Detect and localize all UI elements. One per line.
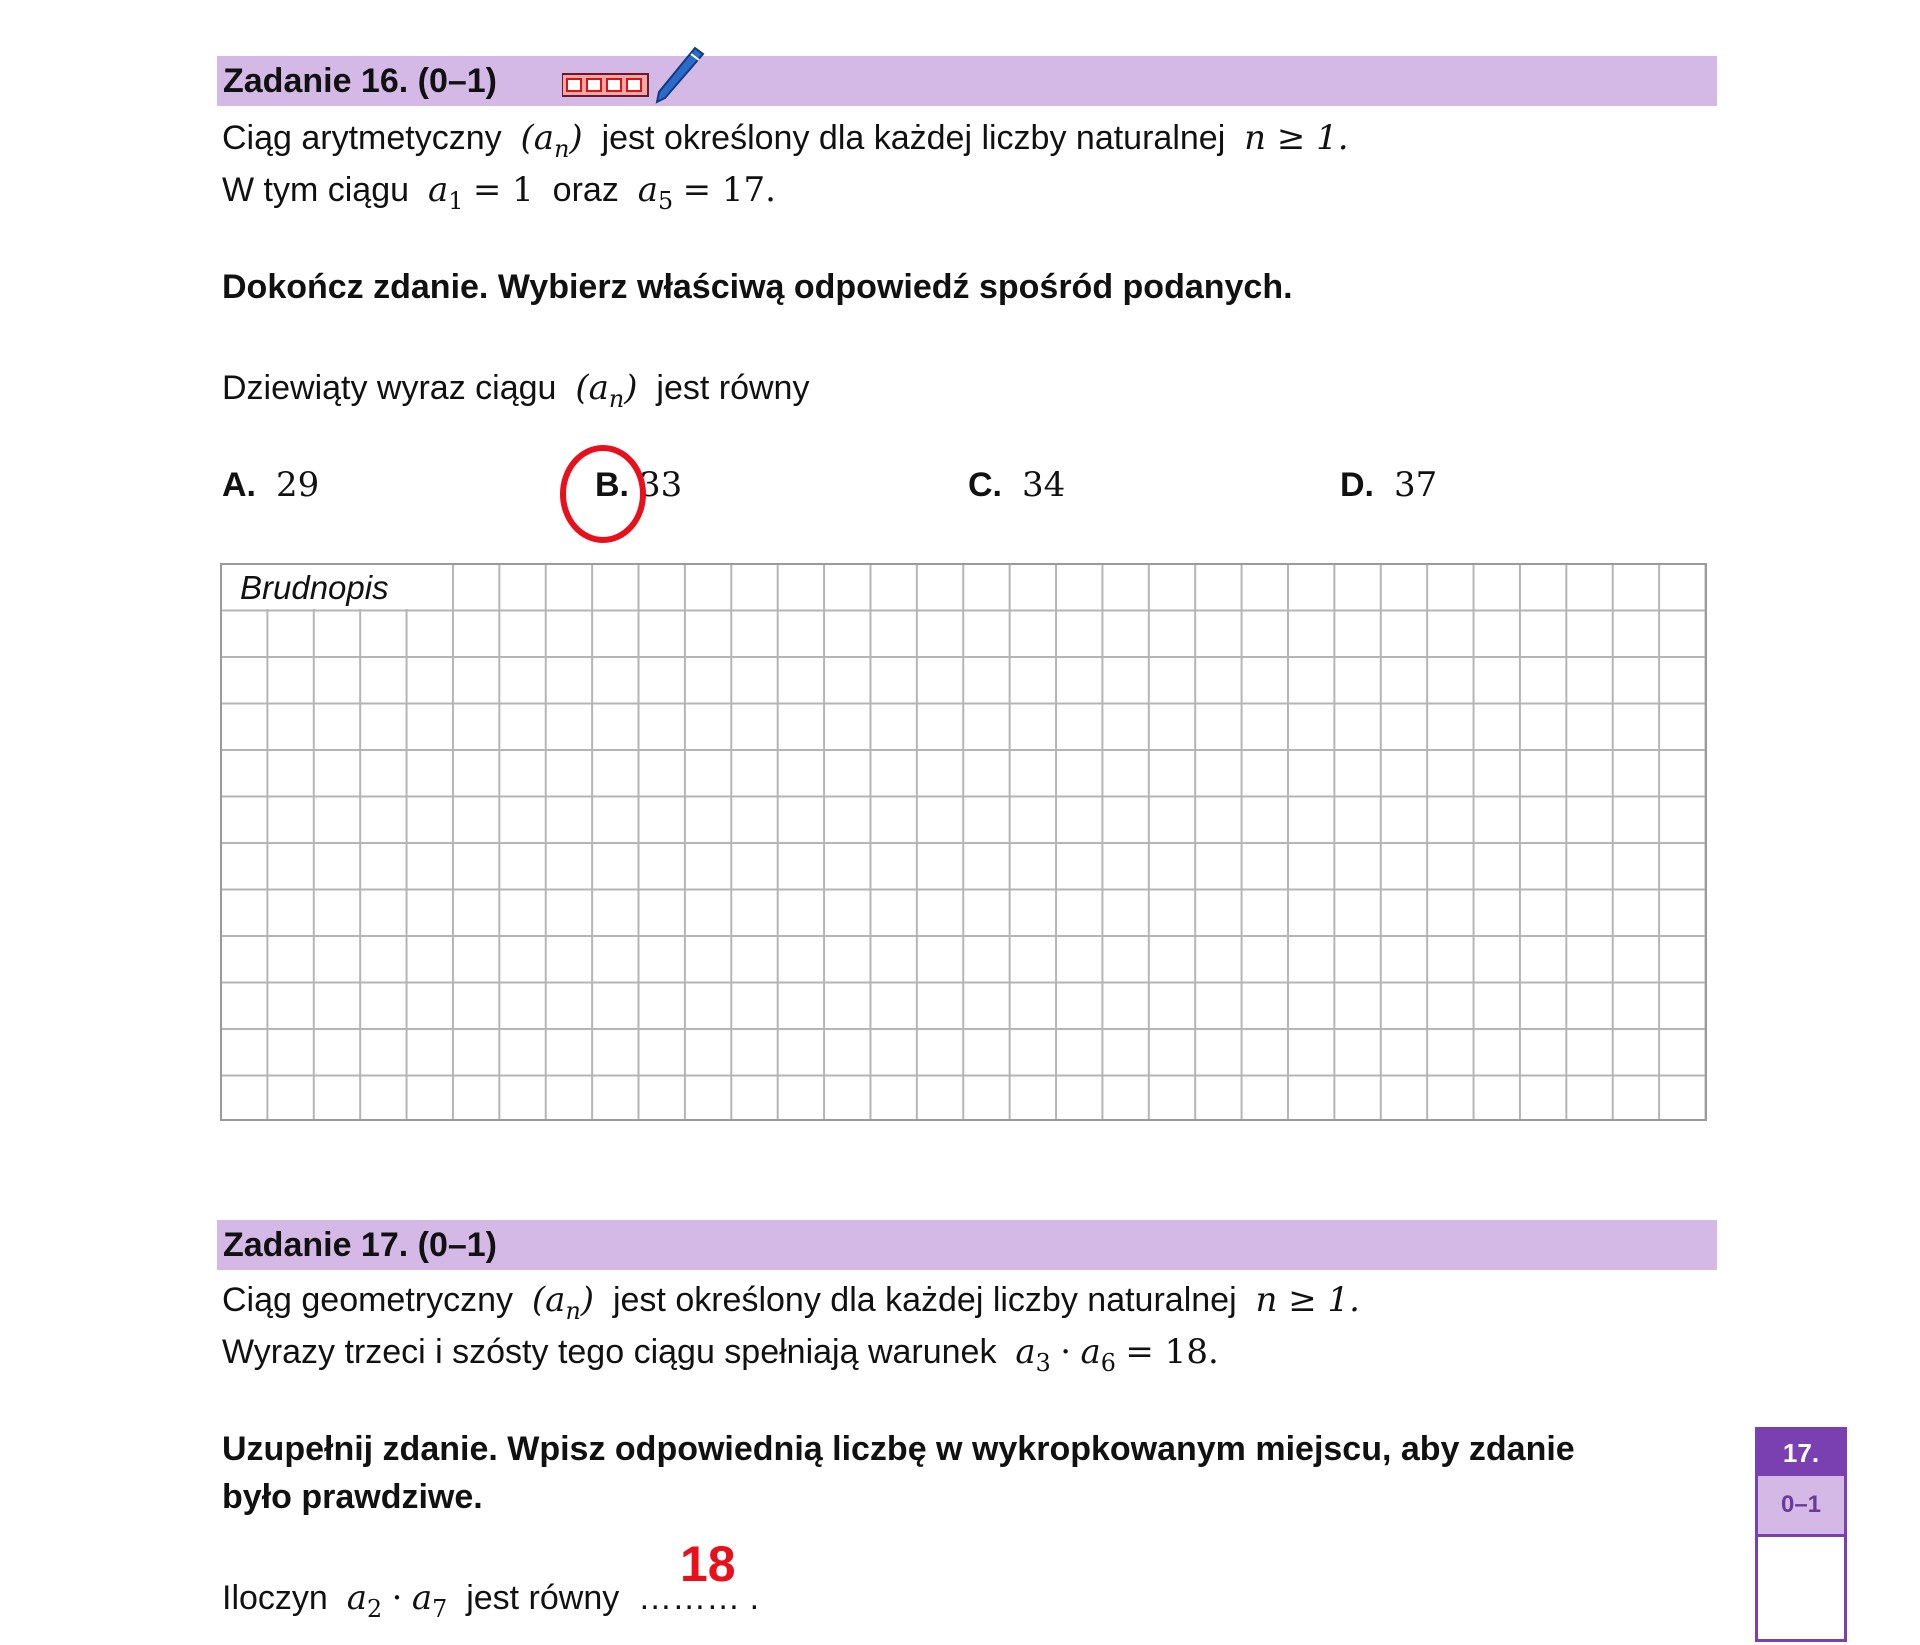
a5-value: = 17. <box>682 170 776 210</box>
option-d-letter: D. <box>1340 466 1374 504</box>
option-a[interactable] <box>222 465 319 505</box>
option-d-value: 37 <box>1394 465 1438 505</box>
question-text: Dziewiąty wyraz ciągu <box>222 369 557 407</box>
option-d[interactable] <box>1340 465 1437 505</box>
task16-question <box>222 368 809 413</box>
task16-line1 <box>222 118 1349 163</box>
answer-multiply-dot: · <box>391 1578 403 1618</box>
task17-line1-mid: jest określony dla każdej liczby naturalnej <box>612 1281 1237 1319</box>
scratchpad-label-box <box>222 565 452 609</box>
task17-seq-close: ) <box>580 1280 595 1320</box>
a7-subscript: 7 <box>432 1594 448 1623</box>
scratchpad-label: Brudnopis <box>240 569 389 606</box>
a6-subscript: 6 <box>1100 1348 1116 1377</box>
task16-line1-mid: jest określony dla każdej liczby naturalnej <box>601 119 1226 157</box>
seq-close: ) <box>569 118 583 158</box>
task17-title: Zadanie 17. (0–1) <box>223 1226 498 1264</box>
task17-seq-subscript: n <box>565 1296 581 1325</box>
question-seq-symbol: (a <box>575 368 609 408</box>
option-a-value: 29 <box>276 465 320 505</box>
a1-value: = 1 <box>472 170 534 210</box>
task17-instruction-line2: było prawdziwe. <box>222 1478 483 1516</box>
a2-subscript: 2 <box>367 1594 383 1623</box>
answer-prefix: Iloczyn <box>222 1579 328 1617</box>
a5-subscript: 5 <box>658 186 674 215</box>
option-c-value: 34 <box>1022 465 1066 505</box>
a6-symbol: a <box>1080 1332 1101 1372</box>
scratchpad-grid[interactable] <box>220 563 1707 1121</box>
option-c[interactable] <box>968 465 1065 505</box>
score-box <box>1755 1427 1847 1642</box>
score-range: 0–1 <box>1758 1476 1844 1537</box>
option-c-letter: C. <box>968 466 1002 504</box>
answer-mid: jest równy <box>466 1579 620 1617</box>
a5-symbol: a <box>637 170 658 210</box>
option-b-value: 33 <box>639 465 683 505</box>
task17-instruction-line1: Uzupełnij zdanie. Wpisz odpowiednią liczbę w wykropkowanym miejscu, aby zdanie <box>222 1430 1575 1468</box>
task17-sequence-an <box>531 1280 595 1325</box>
seq-symbol: (a <box>520 118 555 158</box>
task17-answer-line <box>222 1578 759 1623</box>
task16-line1-text: Ciąg arytmetyczny <box>222 119 502 157</box>
selected-answer-circle <box>550 440 660 550</box>
pen-icon <box>647 46 707 108</box>
a2-symbol: a <box>346 1578 368 1618</box>
seq-subscript: n <box>554 134 570 163</box>
task17-line2 <box>222 1332 1219 1377</box>
option-a-letter: A. <box>222 466 256 504</box>
task16-line2 <box>222 170 776 215</box>
question-post: jest równy <box>656 369 810 407</box>
answer-blank[interactable]: ……… . <box>638 1579 760 1617</box>
a1-subscript: 1 <box>448 186 464 215</box>
task16-instruction: Dokończ zdanie. Wybierz właściwą odpowiedź spośród podanych. <box>222 268 1293 306</box>
task17-line1 <box>222 1280 1360 1325</box>
task16-title: Zadanie 16. (0–1) <box>223 62 498 100</box>
task17-line2-text: Wyrazy trzeci i szósty tego ciągu spełniają warunek <box>222 1333 997 1371</box>
task16-header-bar <box>217 56 1717 106</box>
option-b-letter: B. <box>595 466 629 504</box>
oraz-text: oraz <box>552 171 619 209</box>
score-task-number: 17. <box>1758 1430 1844 1476</box>
question-sequence <box>575 368 638 413</box>
question-seq-close: ) <box>624 368 638 408</box>
handwritten-answer: 18 <box>680 1536 736 1592</box>
a3-subscript: 3 <box>1035 1348 1051 1377</box>
product-value: = 18. <box>1125 1332 1219 1372</box>
task17-header-bar <box>217 1220 1717 1270</box>
task16-condition: n ≥ 1. <box>1244 118 1349 158</box>
question-seq-subscript: n <box>608 384 625 413</box>
a3-symbol: a <box>1015 1332 1036 1372</box>
multiply-dot: · <box>1060 1332 1072 1372</box>
sequence-an <box>520 118 583 163</box>
a1-symbol: a <box>427 170 449 210</box>
task17-condition: n ≥ 1. <box>1255 1280 1360 1320</box>
a7-symbol: a <box>411 1578 433 1618</box>
task17-line1-text: Ciąg geometryczny <box>222 1281 514 1319</box>
task17-seq-symbol: (a <box>531 1280 566 1320</box>
task16-line2-text: W tym ciągu <box>222 171 410 209</box>
